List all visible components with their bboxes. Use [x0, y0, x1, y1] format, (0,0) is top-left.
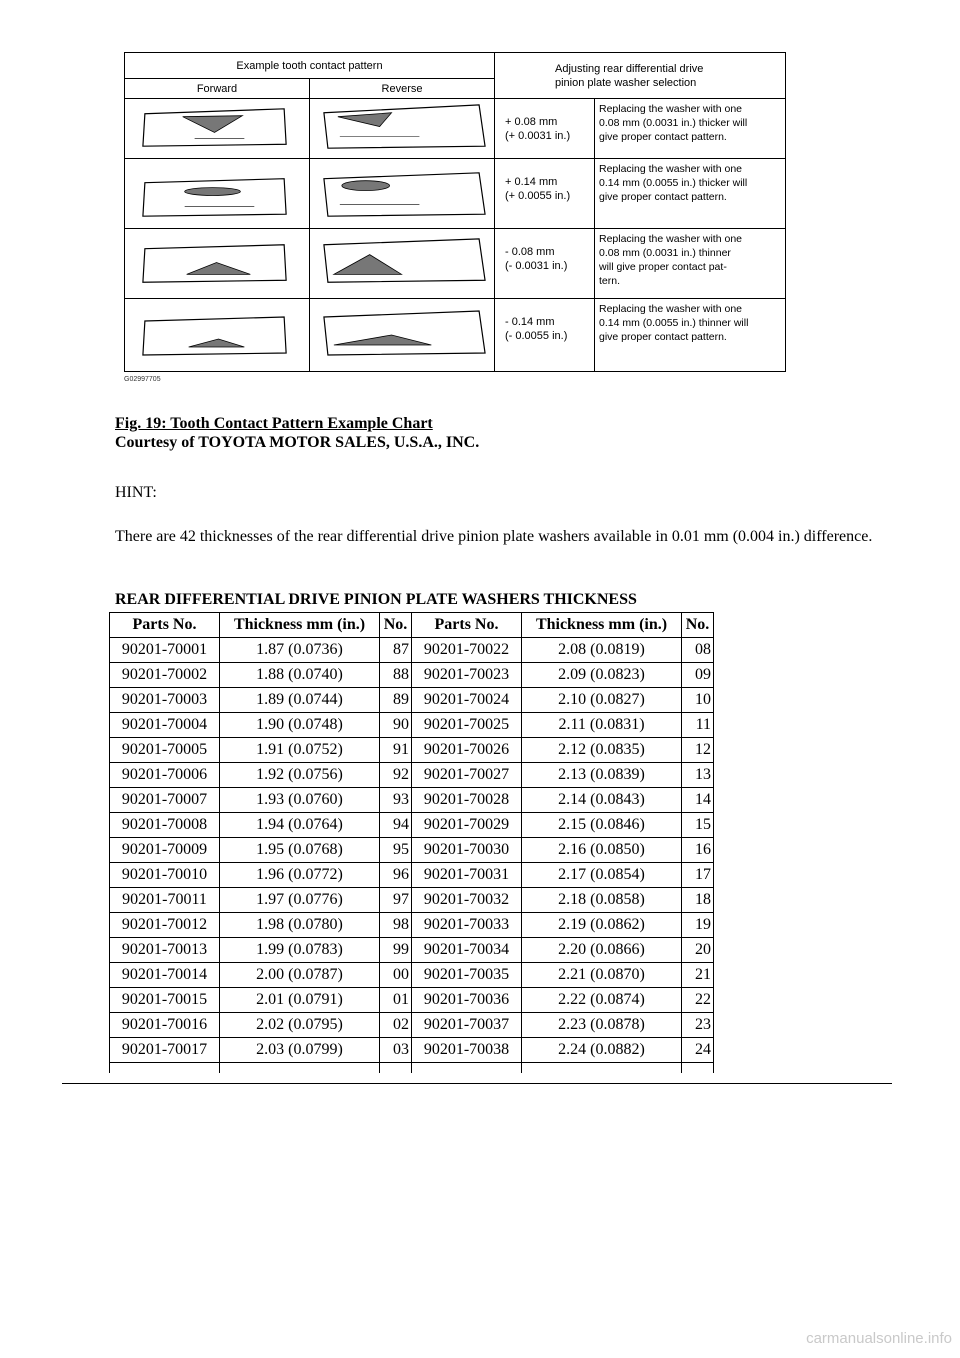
table-row — [110, 938, 714, 963]
forward-pattern-1 — [125, 99, 310, 159]
cell-parts-no: 90201-70032 — [412, 888, 522, 913]
cell-thickness: 2.11 (0.0831) — [522, 713, 682, 738]
cell-thickness: 2.02 (0.0795) — [220, 1013, 380, 1038]
cell-parts-no: 90201-70036 — [412, 988, 522, 1013]
cell-thickness: 2.19 (0.0862) — [522, 913, 682, 938]
cell-thickness: 2.15 (0.0846) — [522, 813, 682, 838]
cell-no: 11 — [682, 713, 714, 738]
cell-parts-no: 90201-70006 — [110, 763, 220, 788]
cell-thickness: 2.00 (0.0787) — [220, 963, 380, 988]
reverse-pattern-2 — [310, 159, 495, 229]
cell-parts-no: 90201-70038 — [412, 1038, 522, 1063]
cell-no: 17 — [682, 863, 714, 888]
cell-no: 19 — [682, 913, 714, 938]
cell-no: 22 — [682, 988, 714, 1013]
cell-no: 21 — [682, 963, 714, 988]
cell-parts-no: 90201-70031 — [412, 863, 522, 888]
washer-adjust-desc-1: Replacing the washer with one 0.08 mm (0.0031 in.) thicker will give proper contact pattern. — [595, 99, 785, 159]
cell-parts-no: 90201-70030 — [412, 838, 522, 863]
table-row — [110, 813, 714, 838]
cell-no: 10 — [682, 688, 714, 713]
cell-no: 00 — [380, 963, 412, 988]
cell-no: 99 — [380, 938, 412, 963]
cell-parts-no: 90201-70025 — [412, 713, 522, 738]
cell-no: 96 — [380, 863, 412, 888]
cell-parts-no: 90201-70035 — [412, 963, 522, 988]
cell-no: 15 — [682, 813, 714, 838]
cell-thickness: 2.08 (0.0819) — [522, 638, 682, 663]
forward-pattern-3 — [125, 229, 310, 299]
header-thickness: Thickness mm (in.) — [522, 613, 682, 638]
table-row — [110, 863, 714, 888]
hint-label: HINT: — [115, 484, 157, 501]
table-row — [110, 988, 714, 1013]
cell-thickness: 2.18 (0.0858) — [522, 888, 682, 913]
cell-no: 93 — [380, 788, 412, 813]
cell-no: 97 — [380, 888, 412, 913]
table-row — [110, 913, 714, 938]
cell-thickness: 2.01 (0.0791) — [220, 988, 380, 1013]
cell-no: 01 — [380, 988, 412, 1013]
empty-cell — [380, 1063, 412, 1074]
figure-header-example: Example tooth contact pattern — [125, 53, 495, 79]
header-parts-no: Parts No. — [110, 613, 220, 638]
cell-parts-no: 90201-70028 — [412, 788, 522, 813]
cell-no: 02 — [380, 1013, 412, 1038]
cell-no: 98 — [380, 913, 412, 938]
cell-parts-no: 90201-70034 — [412, 938, 522, 963]
cell-no: 08 — [682, 638, 714, 663]
cell-thickness: 1.92 (0.0756) — [220, 763, 380, 788]
cell-no: 09 — [682, 663, 714, 688]
cell-thickness: 1.97 (0.0776) — [220, 888, 380, 913]
cell-no: 90 — [380, 713, 412, 738]
washer-adjust-amount-2: + 0.14 mm (+ 0.0055 in.) — [495, 159, 595, 229]
cell-no: 95 — [380, 838, 412, 863]
cell-thickness: 2.12 (0.0835) — [522, 738, 682, 763]
cell-thickness: 1.99 (0.0783) — [220, 938, 380, 963]
cell-no: 14 — [682, 788, 714, 813]
cell-thickness: 1.88 (0.0740) — [220, 663, 380, 688]
washer-adjust-desc-2: Replacing the washer with one 0.14 mm (0.0055 in.) thicker will give proper contact pattern. — [595, 159, 785, 229]
cell-thickness: 1.95 (0.0768) — [220, 838, 380, 863]
cell-parts-no: 90201-70015 — [110, 988, 220, 1013]
cell-thickness: 2.20 (0.0866) — [522, 938, 682, 963]
cell-thickness: 2.24 (0.0882) — [522, 1038, 682, 1063]
cell-parts-no: 90201-70037 — [412, 1013, 522, 1038]
cell-parts-no: 90201-70005 — [110, 738, 220, 763]
cell-no: 24 — [682, 1038, 714, 1063]
cell-parts-no: 90201-70033 — [412, 913, 522, 938]
washer-adjust-desc-3: Replacing the washer with one 0.08 mm (0.0031 in.) thinner will give proper contact pat- tern. — [595, 229, 785, 299]
cell-thickness: 1.96 (0.0772) — [220, 863, 380, 888]
cell-parts-no: 90201-70024 — [412, 688, 522, 713]
washer-adjust-amount-4: - 0.14 mm (- 0.0055 in.) — [495, 299, 595, 371]
empty-cell — [522, 1063, 682, 1074]
washer-adjust-amount-3: - 0.08 mm (- 0.0031 in.) — [495, 229, 595, 299]
cell-thickness: 1.91 (0.0752) — [220, 738, 380, 763]
empty-cell — [220, 1063, 380, 1074]
table-row — [110, 1013, 714, 1038]
header-thickness: Thickness mm (in.) — [220, 613, 380, 638]
table-row — [110, 838, 714, 863]
hint-paragraph: There are 42 thicknesses of the rear differential drive pinion plate washers available in 0.01 mm (0.004 in.) difference. — [115, 528, 873, 545]
table-row — [110, 963, 714, 988]
forward-pattern-2 — [125, 159, 310, 229]
empty-cell — [412, 1063, 522, 1074]
cell-no: 87 — [380, 638, 412, 663]
cell-no: 88 — [380, 663, 412, 688]
header-no: No. — [380, 613, 412, 638]
cell-parts-no: 90201-70023 — [412, 663, 522, 688]
table-row — [110, 638, 714, 663]
cell-no: 89 — [380, 688, 412, 713]
cell-parts-no: 90201-70001 — [110, 638, 220, 663]
table-row-continued — [110, 1063, 714, 1074]
cell-no: 92 — [380, 763, 412, 788]
table-row — [110, 888, 714, 913]
empty-cell — [110, 1063, 220, 1074]
cell-parts-no: 90201-70007 — [110, 788, 220, 813]
cell-parts-no: 90201-70026 — [412, 738, 522, 763]
table-row — [110, 1038, 714, 1063]
empty-cell — [682, 1063, 714, 1074]
washer-adjust-desc-4: Replacing the washer with one 0.14 mm (0.0055 in.) thinner will give proper contact pattern. — [599, 303, 749, 343]
reverse-pattern-4 — [310, 299, 495, 371]
cell-thickness: 2.13 (0.0839) — [522, 763, 682, 788]
figure-header-adjust: Adjusting rear differential drive pinion plate washer selection — [495, 53, 785, 99]
cell-thickness: 2.16 (0.0850) — [522, 838, 682, 863]
cell-thickness: 1.89 (0.0744) — [220, 688, 380, 713]
figure-col-reverse: Reverse — [310, 79, 495, 99]
table-row — [110, 663, 714, 688]
cell-no: 94 — [380, 813, 412, 838]
cell-parts-no: 90201-70004 — [110, 713, 220, 738]
cell-parts-no: 90201-70013 — [110, 938, 220, 963]
cell-parts-no: 90201-70017 — [110, 1038, 220, 1063]
cell-no: 13 — [682, 763, 714, 788]
page-divider — [62, 1083, 892, 1084]
cell-parts-no: 90201-70016 — [110, 1013, 220, 1038]
table-row — [110, 763, 714, 788]
cell-thickness: 2.10 (0.0827) — [522, 688, 682, 713]
header-parts-no: Parts No. — [412, 613, 522, 638]
cell-thickness: 2.22 (0.0874) — [522, 988, 682, 1013]
cell-thickness: 1.93 (0.0760) — [220, 788, 380, 813]
reverse-pattern-1 — [310, 99, 495, 159]
cell-thickness: 2.03 (0.0799) — [220, 1038, 380, 1063]
cell-thickness: 2.14 (0.0843) — [522, 788, 682, 813]
table-row — [110, 713, 714, 738]
figure-caption — [115, 414, 479, 452]
cell-no: 91 — [380, 738, 412, 763]
figure-col-forward: Forward — [125, 79, 310, 99]
cell-no: 16 — [682, 838, 714, 863]
table-body — [110, 638, 714, 1074]
cell-thickness: 2.21 (0.0870) — [522, 963, 682, 988]
cell-parts-no: 90201-70002 — [110, 663, 220, 688]
cell-parts-no: 90201-70010 — [110, 863, 220, 888]
washer-thickness-table — [109, 612, 714, 1073]
forward-pattern-4 — [125, 299, 310, 371]
tooth-contact-figure — [124, 52, 786, 372]
washer-adjust-amount-1: + 0.08 mm (+ 0.0031 in.) — [495, 99, 595, 159]
cell-thickness: 1.87 (0.0736) — [220, 638, 380, 663]
cell-no: 12 — [682, 738, 714, 763]
figure-title: Fig. 19: Tooth Contact Pattern Example Chart — [115, 415, 433, 432]
cell-parts-no: 90201-70014 — [110, 963, 220, 988]
cell-parts-no: 90201-70009 — [110, 838, 220, 863]
cell-parts-no: 90201-70027 — [412, 763, 522, 788]
cell-thickness: 1.94 (0.0764) — [220, 813, 380, 838]
cell-thickness: 2.09 (0.0823) — [522, 663, 682, 688]
table-row — [110, 688, 714, 713]
header-no: No. — [682, 613, 714, 638]
cell-thickness: 1.98 (0.0780) — [220, 913, 380, 938]
cell-no: 20 — [682, 938, 714, 963]
cell-thickness: 1.90 (0.0748) — [220, 713, 380, 738]
cell-parts-no: 90201-70003 — [110, 688, 220, 713]
cell-no: 18 — [682, 888, 714, 913]
cell-parts-no: 90201-70012 — [110, 913, 220, 938]
table-row — [110, 738, 714, 763]
table-row — [110, 788, 714, 813]
figure-code: G02997705 — [124, 376, 161, 383]
table-title: REAR DIFFERENTIAL DRIVE PINION PLATE WASHERS THICKNESS — [115, 591, 637, 608]
cell-parts-no: 90201-70029 — [412, 813, 522, 838]
cell-parts-no: 90201-70022 — [412, 638, 522, 663]
cell-thickness: 2.17 (0.0854) — [522, 863, 682, 888]
figure-courtesy: Courtesy of TOYOTA MOTOR SALES, U.S.A., INC. — [115, 434, 480, 451]
cell-parts-no: 90201-70011 — [110, 888, 220, 913]
watermark-text: carmanualsonline.info — [806, 1330, 952, 1347]
reverse-pattern-3 — [310, 229, 495, 299]
cell-parts-no: 90201-70008 — [110, 813, 220, 838]
table-header-row — [110, 613, 714, 638]
cell-no: 23 — [682, 1013, 714, 1038]
cell-thickness: 2.23 (0.0878) — [522, 1013, 682, 1038]
cell-no: 03 — [380, 1038, 412, 1063]
